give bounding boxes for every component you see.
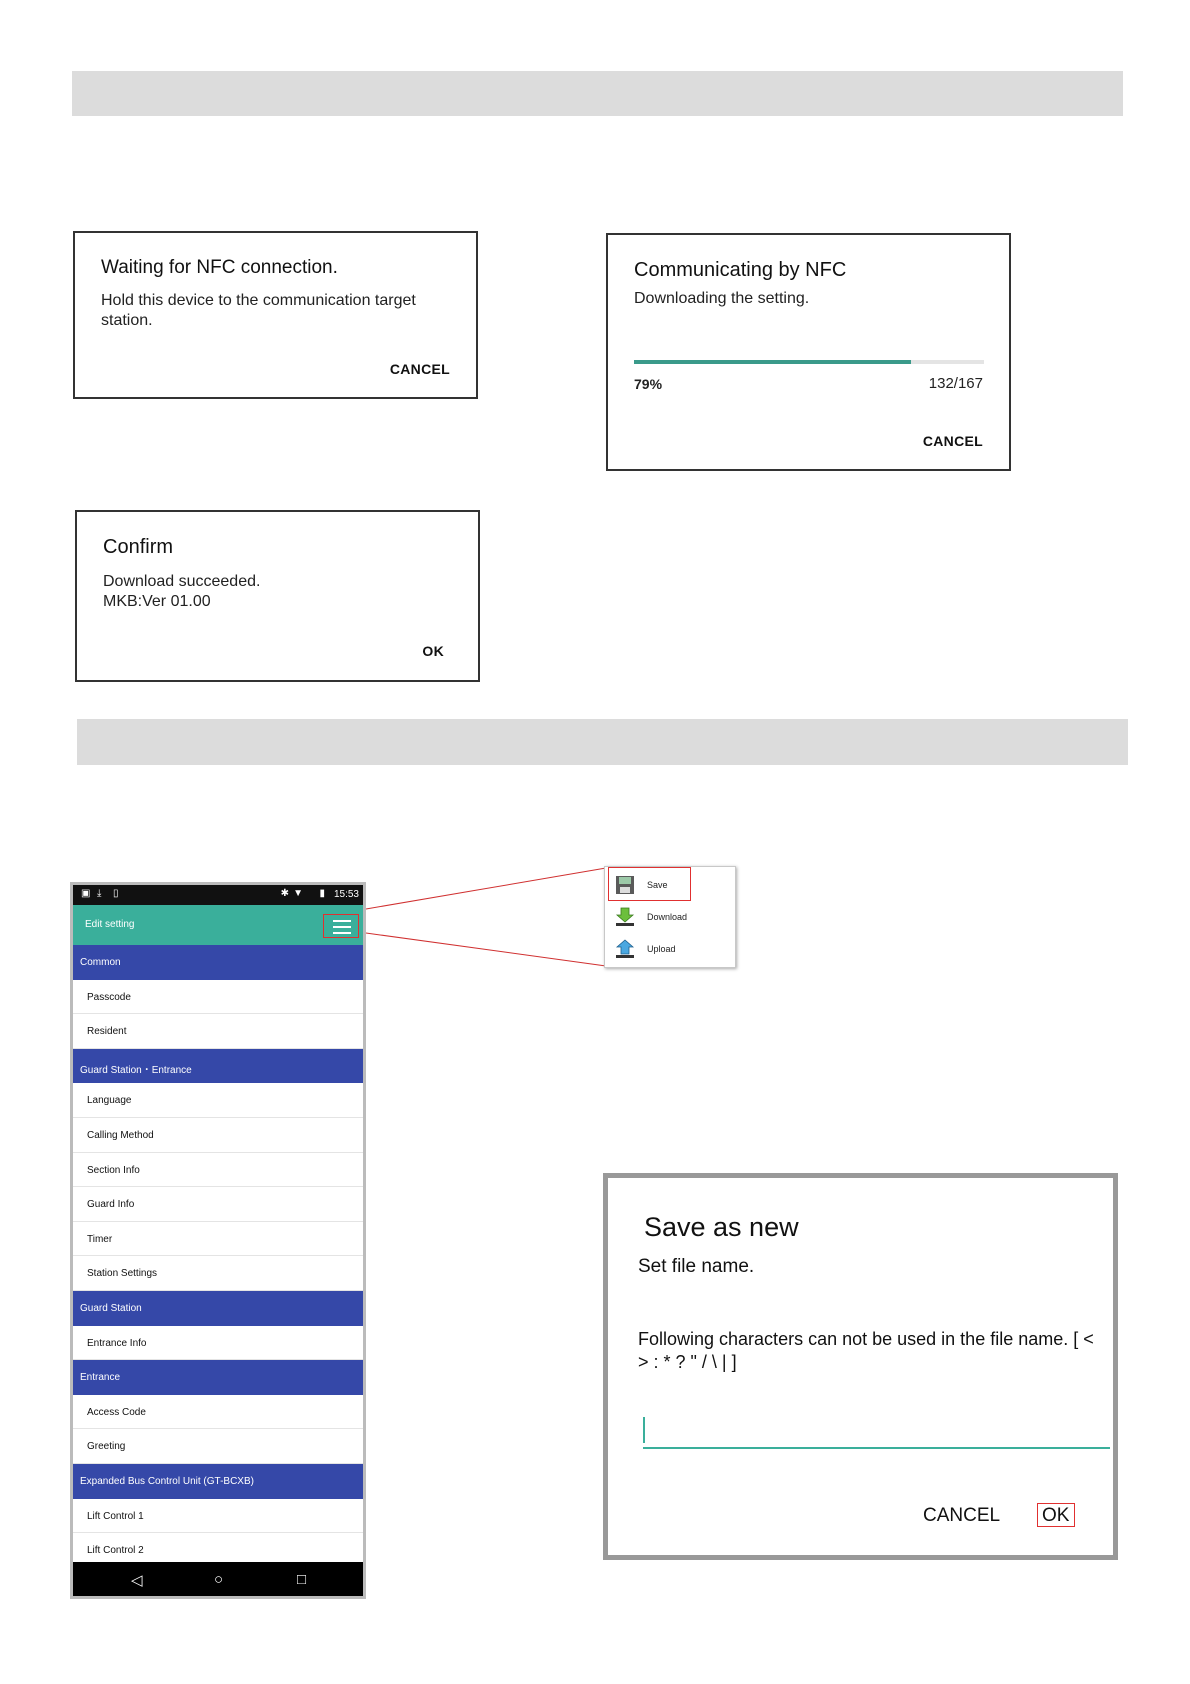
bluetooth-icon: ✱ (280, 888, 289, 899)
list-item[interactable] (73, 1222, 363, 1257)
dialog-message: Downloading the setting. (634, 290, 810, 307)
progress-bar (634, 360, 984, 364)
battery-icon: ▮ (319, 888, 325, 899)
dialog-title: Communicating by NFC (634, 259, 847, 281)
status-bar (73, 885, 363, 905)
dialog-subtitle: Set file name. (638, 1256, 755, 1277)
progress-count: 132/167 (928, 375, 983, 392)
progress-fill (634, 360, 911, 364)
section-label: Expanded Bus Control Unit (GT-BCXB) (80, 1475, 254, 1487)
list-item[interactable] (73, 1118, 363, 1153)
list-item[interactable] (73, 1256, 363, 1291)
settings-list (73, 945, 363, 1568)
ok-highlight-box (1037, 1503, 1075, 1527)
item-label: Guard Info (87, 1199, 135, 1211)
item-label: Greeting (87, 1441, 126, 1453)
overflow-menu (604, 866, 736, 968)
list-item[interactable] (73, 980, 363, 1015)
list-section-header (73, 1464, 363, 1499)
list-item[interactable] (73, 1326, 363, 1361)
home-icon[interactable]: ○ (214, 1571, 224, 1588)
item-label: Entrance Info (87, 1337, 147, 1349)
filename-warning: Following characters can not be used in the file name. [ < > : * ? " / \ | ] (638, 1329, 1094, 1372)
item-label: Language (87, 1095, 132, 1107)
menu-item-upload[interactable] (605, 933, 735, 965)
list-section-header (73, 1360, 363, 1395)
list-section-header (73, 1049, 363, 1084)
cancel-button[interactable]: CANCEL (922, 433, 983, 449)
list-item[interactable] (73, 1395, 363, 1430)
section-label: Guard Station・Entrance (80, 1064, 192, 1076)
sdcard-icon: ▯ (113, 888, 119, 899)
hamburger-icon[interactable] (323, 914, 359, 938)
progress-percent: 79% (634, 376, 663, 392)
list-section-header (73, 1291, 363, 1326)
confirm-dialog (75, 510, 480, 682)
dialog-message-line-2: MKB:Ver 01.00 (103, 593, 211, 610)
nfc-waiting-dialog (73, 231, 478, 399)
list-item[interactable] (73, 1153, 363, 1188)
file-name-input[interactable] (643, 1417, 1110, 1449)
download-arrow-icon (615, 907, 635, 927)
nfc-communicating-dialog (606, 233, 1011, 471)
phone-screen (70, 882, 366, 1599)
ok-button[interactable]: OK (1042, 1505, 1070, 1526)
menu-item-download[interactable] (605, 901, 735, 933)
list-item[interactable] (73, 1429, 363, 1464)
recent-apps-icon[interactable]: □ (297, 1571, 307, 1588)
menu-item-label: Save (647, 880, 668, 890)
back-icon[interactable]: ◁ (131, 1572, 143, 1589)
download-icon: ⤓ (97, 888, 102, 899)
item-label: Passcode (87, 991, 131, 1003)
item-label: Timer (87, 1233, 113, 1245)
list-section-header (73, 945, 363, 980)
callout-line-bottom (366, 933, 606, 966)
dialog-title: Confirm (103, 536, 174, 558)
dialog-message: Hold this device to the communication target station. (101, 292, 416, 329)
item-label: Access Code (87, 1406, 146, 1418)
menu-item-label: Download (647, 912, 688, 922)
dialog-message-line-1: Download succeeded. (103, 573, 261, 590)
ok-button[interactable]: OK (422, 643, 444, 659)
list-item[interactable] (73, 1499, 363, 1534)
section-header-band-1 (72, 71, 1123, 116)
list-item[interactable] (73, 1083, 363, 1118)
wifi-icon: ▼ (293, 888, 303, 899)
section-label: Common (80, 957, 121, 968)
text-caret (643, 1417, 645, 1443)
dialog-title: Save as new (644, 1212, 799, 1242)
list-item[interactable] (73, 1014, 363, 1049)
save-as-new-dialog (603, 1173, 1118, 1560)
section-header-band-2 (77, 719, 1128, 765)
app-title: Edit setting (85, 919, 135, 930)
list-item[interactable] (73, 1187, 363, 1222)
upload-arrow-icon (615, 939, 635, 959)
section-label: Entrance (80, 1372, 121, 1384)
cancel-button[interactable]: CANCEL (389, 361, 450, 377)
cancel-button[interactable]: CANCEL (923, 1505, 1001, 1526)
item-label: Resident (87, 1026, 127, 1038)
item-label: Section Info (87, 1164, 140, 1176)
menu-item-label: Upload (647, 944, 676, 954)
navigation-bar (73, 1562, 363, 1596)
clock: 15:53 (333, 889, 359, 900)
app-bar (73, 905, 363, 945)
dialog-title: Waiting for NFC connection. (101, 257, 338, 278)
item-label: Station Settings (87, 1268, 158, 1280)
save-highlight-box (608, 867, 691, 901)
image-icon: ▣ (81, 888, 91, 899)
item-label: Lift Control 2 (87, 1545, 144, 1557)
item-label: Lift Control 1 (87, 1510, 144, 1522)
callout-line-top (366, 868, 606, 909)
item-label: Calling Method (87, 1129, 154, 1141)
section-label: Guard Station (80, 1302, 142, 1314)
